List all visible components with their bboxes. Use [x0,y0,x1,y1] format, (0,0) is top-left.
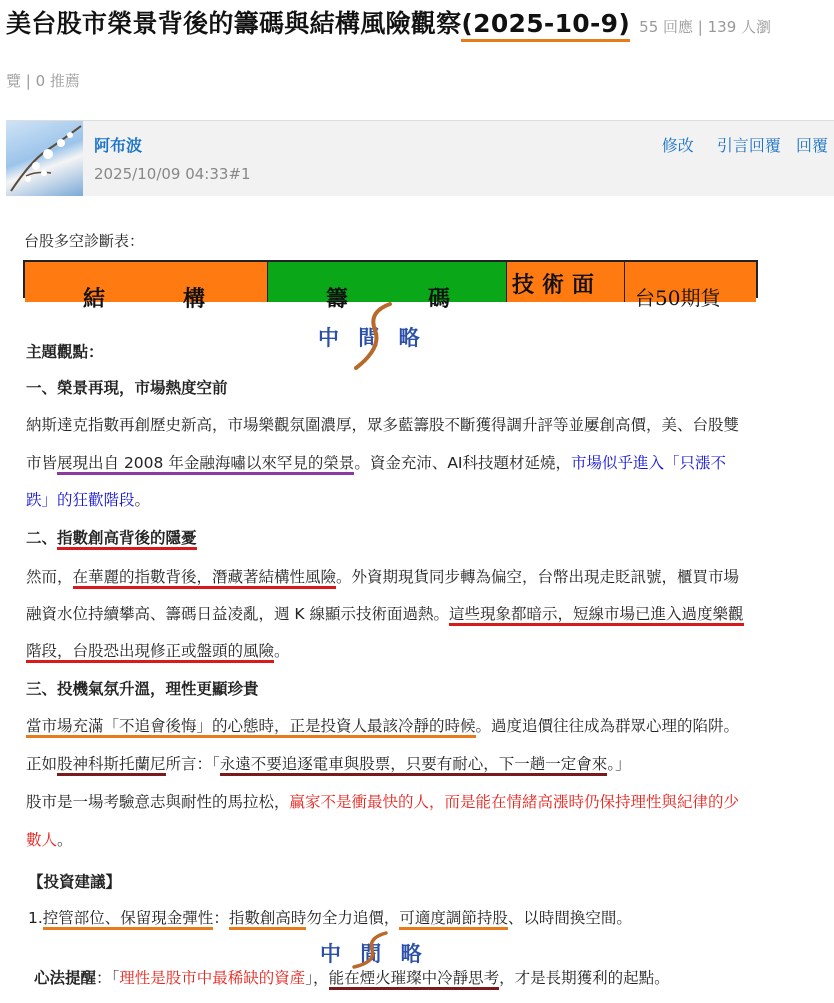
stats-line: 55 回應 | 139 人瀏 [639,18,772,36]
post-timestamp: 2025/10/09 04:33#1 [94,165,251,183]
section-1-para: 納斯達克指數再創歷史新高，市場樂觀氛圍濃厚，眾多藍籌股不斷獲得調升評等並屢創高價，美、台股雙 [26,416,740,434]
quote-reply-link[interactable]: 引言回覆 [716,136,781,155]
edit-link[interactable]: 修改 [661,136,694,155]
section-3-para: 當市場充滿「不追會後悔」的心態時，正是投資人最該冷靜的時候。過度追價往往成為群眾心理的陷阱。 [26,714,739,738]
reply-link[interactable]: 回覆 [795,136,828,155]
post-header [6,120,834,196]
post-title-row [6,4,830,44]
section-2-para-line3: 階段，台股恐出現修正或盤頭的風險。 [26,639,290,663]
table-cell-technical: 技術面 [507,262,625,302]
stats-line-continued: 覽 | 0 推薦 [6,72,80,90]
table-label: 台股多空診斷表： [24,232,145,250]
table-cell-structure: 結 構 [25,262,268,302]
avatar[interactable] [6,121,83,196]
post-actions [644,133,828,156]
section-1-para-line3: 跌」的狂歡階段。 [26,491,151,509]
section-3-title: 三、投機氣氛升溫，理性更顯珍貴 [26,680,259,698]
omitted-note-2: 中 間 略 [320,942,428,966]
section-3-para-2: 股市是一場考驗意志與耐性的馬拉松，贏家不是衝最快的人，而是能在情緒高漲時仍保持理性與紀律的少 [26,793,740,811]
section-3-quote: 正如股神科斯托蘭尼所言：「永遠不要追逐電車與股票，只要有耐心，下一趟一定會來。」 [26,752,631,776]
advice-title: 【投資建議】 [28,873,122,891]
table-cell-chips: 籌 碼 [268,262,507,302]
squiggle-icon [350,930,395,970]
omitted-note: 中 間 略 [318,326,426,350]
section-3-para-2-line2: 數人。 [26,831,73,849]
section-1-title: 一、榮景再現，市場熱度空前 [26,379,228,397]
advice-item-1: 1.控管部位、保留現金彈性：指數創高時勿全力追價，可適度調節持股、以時間換空間。 [28,906,632,930]
section-2-para: 然而，在華麗的指數背後，潛藏著結構性風險。外資期現貨同步轉為偏空，台幣出現走貶訊號，櫃買市場 [26,565,739,589]
section-2-title: 二、指數創高背後的隱憂 [26,526,197,550]
section-1-para-line2: 市皆展現出自 2008 年金融海嘯以來罕見的榮景。資金充沛、AI科技題材延燒，市場似乎進入「只漲不 [26,451,726,475]
section-2-para-line2: 融資水位持續攀高、籌碼日益凌亂，週 K 線顯示技術面過熱。這些現象都暗示，短線市場已進入過度樂觀 [26,602,744,626]
diagnosis-table [23,260,758,312]
post-title: 美台股市榮景背後的籌碼與結構風險觀察(2025-10-9) [6,9,630,42]
author-name[interactable]: 阿布波 [94,136,143,155]
table-cell-futures: 台50期貨 [625,262,756,302]
theme-title: 主題觀點： [26,343,104,361]
mindset-tip: 心法提醒：「理性是股市中最稀缺的資產」，能在煙火璀璨中冷靜思考，才是長期獲利的起點。 [34,966,670,990]
squiggle-icon [350,300,400,375]
